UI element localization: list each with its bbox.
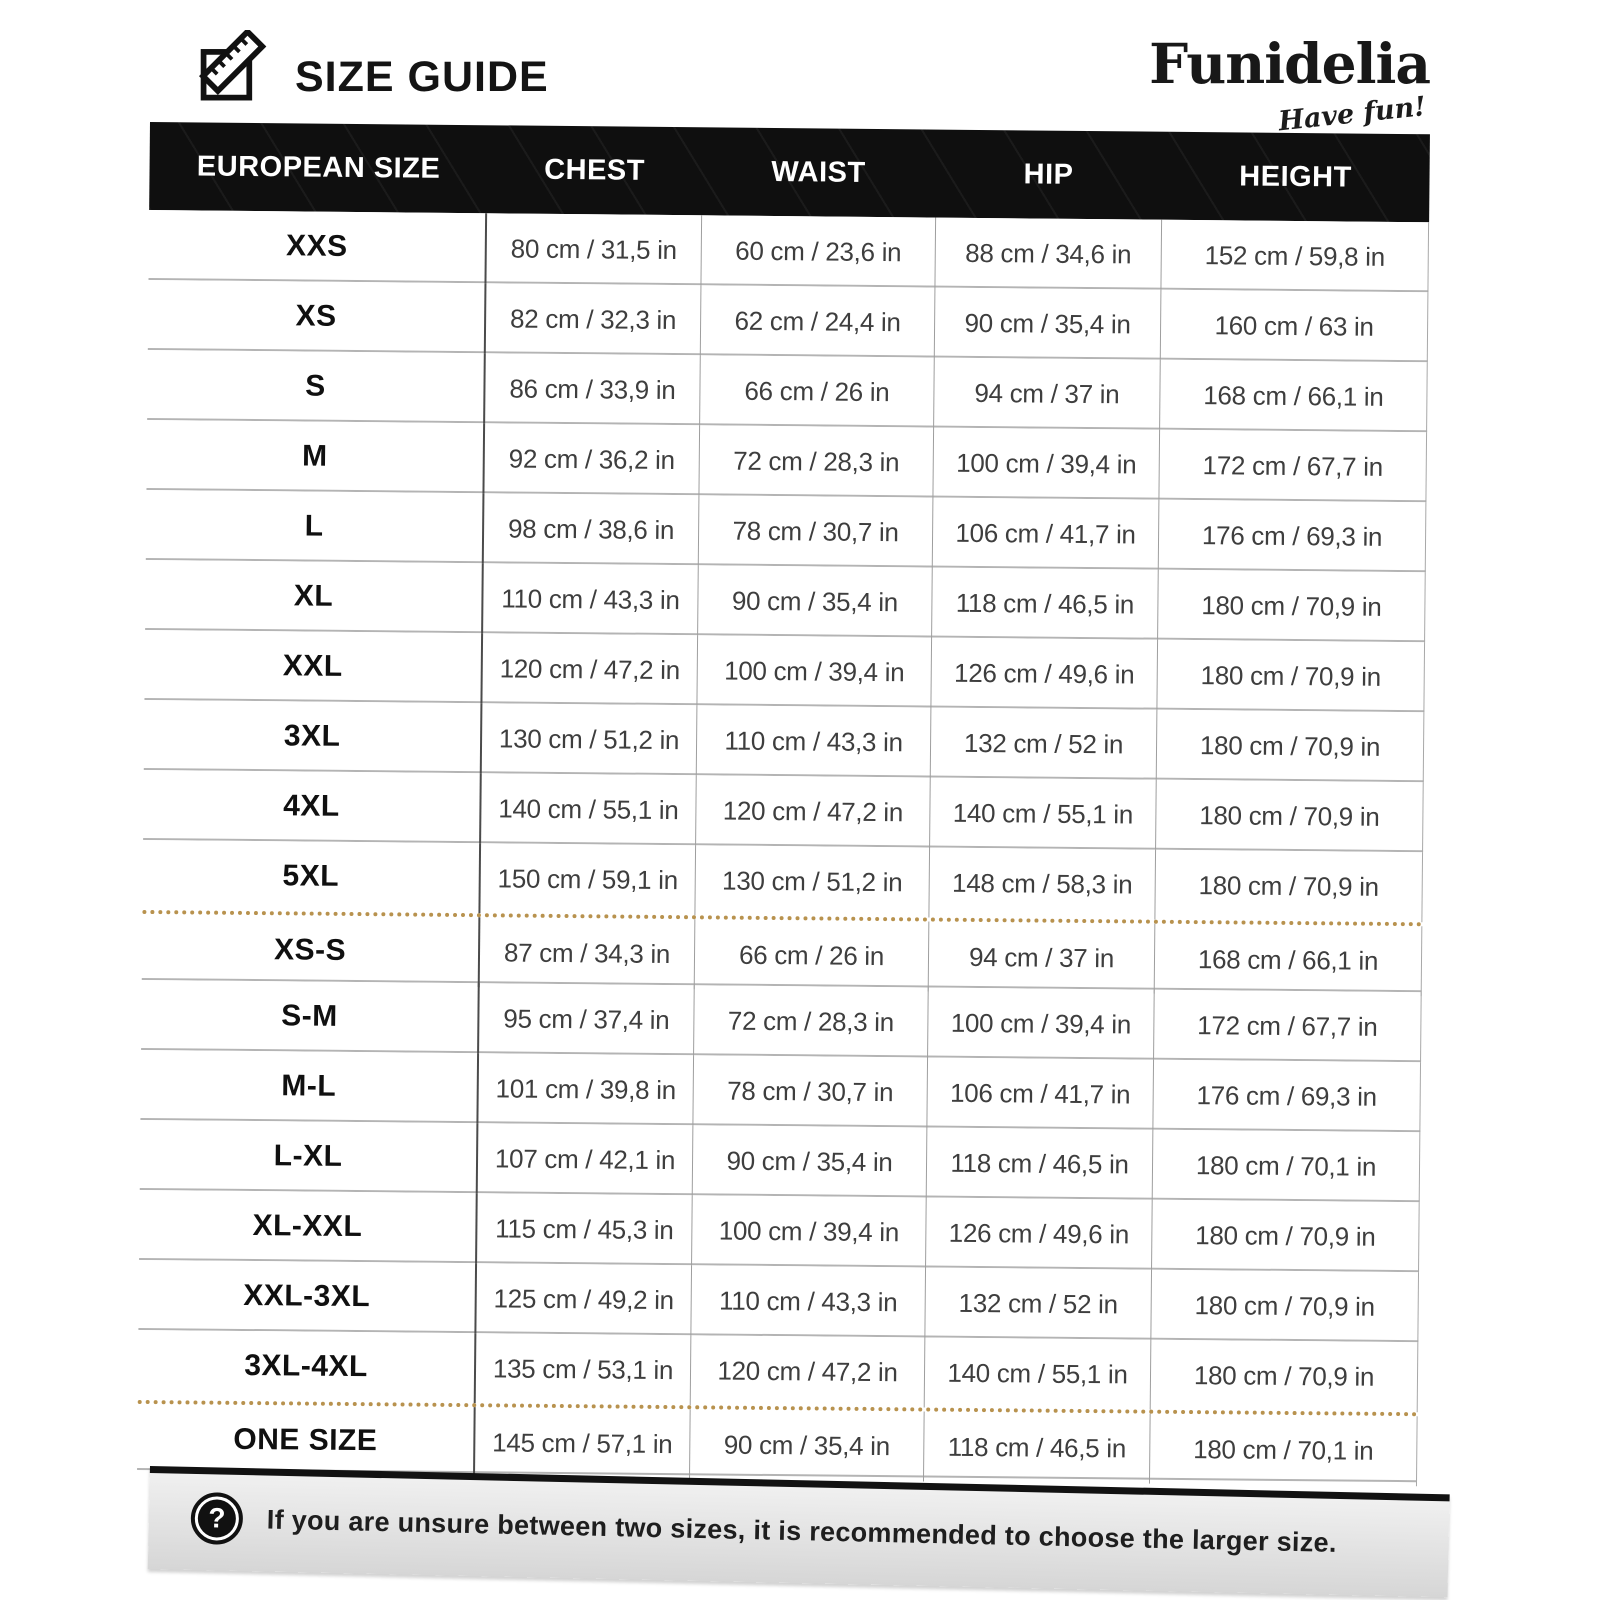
height-cell: 152 cm / 59,8 in [1160,220,1429,293]
waist-cell: 78 cm / 30,7 in [698,495,933,567]
footer-note-band [148,1466,1450,1597]
brand-name: Funidelia [1149,31,1430,96]
waist-cell: 66 cm / 26 in [694,919,929,991]
waist-cell: 66 cm / 26 in [699,355,934,427]
hip-cell: 90 cm / 35,4 in [934,288,1161,360]
height-cell: 176 cm / 69,3 in [1158,500,1427,573]
chest-cell: 125 cm / 49,2 in [493,1282,674,1315]
size-cell: ONE SIZE [137,1404,476,1477]
table-row [139,1190,1420,1272]
height-cell: 180 cm / 70,1 in [1152,1130,1421,1203]
table-row [140,1120,1421,1202]
waist-cell: 60 cm / 23,6 in [700,215,935,287]
height-cell: 180 cm / 70,9 in [1155,780,1424,853]
waist-cell: 90 cm / 35,4 in [697,565,932,637]
chest-cell: 107 cm / 42,1 in [494,1142,676,1175]
hip-cell: 132 cm / 52 in [924,1267,1151,1339]
table-header-row [149,122,1430,222]
table-body [137,210,1429,1482]
chest-cell: 145 cm / 57,1 in [492,1426,673,1459]
height-cell: 168 cm / 66,1 in [1159,360,1428,433]
height-cell: 180 cm / 70,9 in [1156,640,1425,713]
height-cell: 180 cm / 70,9 in [1151,1200,1420,1273]
waist-cell: 120 cm / 47,2 in [690,1335,925,1407]
waist-cell: 130 cm / 51,2 in [694,845,929,917]
hip-cell: 126 cm / 49,6 in [930,638,1157,710]
hip-cell: 148 cm / 58,3 in [928,848,1155,920]
table-row [142,910,1423,992]
waist-cell: 62 cm / 24,4 in [700,285,935,357]
chest-cell: 82 cm / 32,3 in [509,302,677,335]
brand-tagline: Have fun! [1277,91,1428,138]
waist-cell: 100 cm / 39,4 in [691,1195,926,1267]
waist-cell: 100 cm / 39,4 in [696,635,931,707]
chest-cell: 120 cm / 47,2 in [499,652,681,685]
table-row [147,350,1428,432]
waist-cell: 90 cm / 35,4 in [692,1125,927,1197]
height-cell: 180 cm / 70,9 in [1157,570,1426,643]
height-cell: 180 cm / 70,9 in [1154,850,1423,923]
size-cell: 5XL [142,840,481,913]
size-cell: XL-XXL [139,1190,478,1263]
chest-cell: 150 cm / 59,1 in [497,862,678,895]
chest-cell: 87 cm / 34,3 in [503,936,671,969]
chest-cell: 98 cm / 38,6 in [507,512,675,545]
hip-cell: 106 cm / 41,7 in [926,1058,1153,1130]
table-row [146,490,1427,572]
table-row [148,210,1429,292]
table-row [141,980,1422,1062]
size-cell: XS [148,280,487,353]
hip-cell: 94 cm / 37 in [933,358,1160,430]
hip-cell: 118 cm / 46,5 in [926,1127,1153,1199]
chest-cell: 80 cm / 31,5 in [510,232,677,265]
chest-cell: 130 cm / 51,2 in [498,722,680,755]
hip-cell: 100 cm / 39,4 in [927,988,1154,1060]
table-row [142,840,1423,922]
table-row [145,560,1426,642]
height-cell: 168 cm / 66,1 in [1154,924,1423,997]
hip-cell: 94 cm / 37 in [928,922,1155,994]
waist-cell: 110 cm / 43,3 in [690,1265,925,1337]
column-header-waist: WAIST [771,155,866,189]
chest-cell: 86 cm / 33,9 in [509,372,676,405]
hip-cell: 126 cm / 49,6 in [925,1197,1152,1269]
page-header [0,0,1600,138]
table-row [146,420,1427,502]
title-block [195,30,549,110]
chest-cell: 115 cm / 45,3 in [495,1212,674,1245]
size-cell: XXS [148,210,487,283]
size-cell: XXL [144,630,483,703]
waist-cell: 72 cm / 28,3 in [693,985,928,1057]
table-row [138,1260,1419,1342]
waist-cell: 120 cm / 47,2 in [695,775,930,847]
page-title: SIZE GUIDE [295,52,549,101]
height-cell: 172 cm / 67,7 in [1153,990,1422,1063]
size-cell: XS-S [142,914,481,987]
size-guide-table [137,122,1430,1482]
table-row [144,700,1425,782]
table-row [138,1330,1419,1412]
waist-cell: 110 cm / 43,3 in [696,705,931,777]
hip-cell: 88 cm / 34,6 in [934,218,1161,290]
height-cell: 172 cm / 67,7 in [1158,430,1427,503]
size-cell: M [146,420,485,493]
chest-cell: 110 cm / 43,3 in [501,582,680,615]
size-cell: 3XL [144,700,483,773]
footer-note-text: If you are unsure between two sizes, it is recommended to choose the larger size. [266,1504,1338,1558]
chest-cell: 140 cm / 55,1 in [498,792,679,825]
ruler-square-icon [195,30,275,110]
table-row [144,630,1425,712]
hip-cell: 132 cm / 52 in [930,708,1157,780]
height-cell: 180 cm / 70,9 in [1150,1340,1419,1413]
height-cell: 180 cm / 70,9 in [1156,710,1425,783]
height-cell: 180 cm / 70,9 in [1150,1270,1419,1343]
waist-cell: 90 cm / 35,4 in [689,1409,924,1481]
size-cell: M-L [140,1050,479,1123]
hip-cell: 140 cm / 55,1 in [929,778,1156,850]
table-row [143,770,1424,852]
hip-cell: 106 cm / 41,7 in [932,498,1159,570]
column-header-european-size: EUROPEAN SIZE [196,149,441,185]
chest-cell: 101 cm / 39,8 in [495,1072,676,1105]
size-cell: XL [145,560,484,633]
table-row [148,280,1429,362]
column-header-chest: CHEST [544,153,646,187]
size-cell: L-XL [140,1120,479,1193]
size-cell: XXL-3XL [138,1260,477,1333]
hip-cell: 118 cm / 46,5 in [923,1411,1150,1483]
column-header-height: HEIGHT [1239,159,1352,194]
chest-cell: 92 cm / 36,2 in [508,442,675,475]
waist-cell: 72 cm / 28,3 in [698,425,933,497]
brand-logo [1149,30,1430,138]
column-header-hip: HIP [1023,157,1074,191]
chest-cell: 135 cm / 53,1 in [492,1352,674,1385]
hip-cell: 100 cm / 39,4 in [932,428,1159,500]
height-cell: 176 cm / 69,3 in [1152,1060,1421,1133]
hip-cell: 140 cm / 55,1 in [924,1337,1151,1409]
size-cell: 3XL-4XL [138,1330,477,1403]
size-cell: S [147,350,486,423]
hip-cell: 118 cm / 46,5 in [931,568,1158,640]
table-row [140,1050,1421,1132]
size-cell: 4XL [143,770,482,843]
waist-cell: 78 cm / 30,7 in [692,1055,927,1127]
question-mark-icon: ? [190,1492,243,1545]
size-cell: L [146,490,485,563]
size-cell: S-M [141,980,480,1053]
height-cell: 160 cm / 63 in [1160,290,1429,363]
height-cell: 180 cm / 70,1 in [1149,1414,1418,1487]
chest-cell: 95 cm / 37,4 in [503,1002,670,1035]
